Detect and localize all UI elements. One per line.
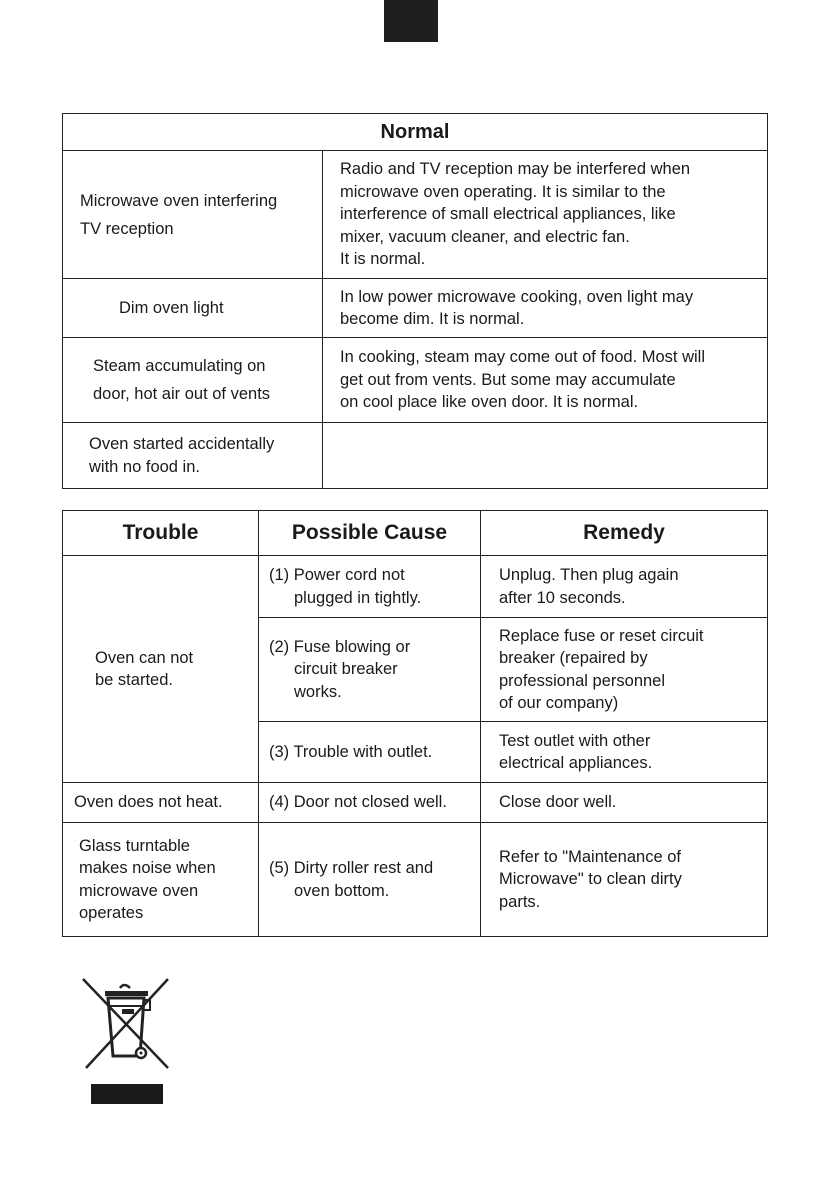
remedy-line: electrical appliances.: [499, 754, 653, 772]
trouble-cell: [63, 823, 259, 937]
table-row: [63, 556, 768, 618]
condition-cell: [63, 338, 323, 423]
cause-cell: [259, 556, 481, 618]
remedy-line: Refer to "Maintenance of: [499, 847, 681, 866]
table-row: [63, 783, 768, 823]
description-line: become dim. It is normal.: [340, 310, 525, 328]
table-row: [63, 151, 768, 279]
remedy-cell: [481, 783, 768, 823]
condition-line: Steam accumulating on: [93, 357, 266, 375]
description-line: interference of small electrical appliances, like: [340, 205, 676, 224]
remedy-line: breaker (repaired by: [499, 649, 648, 667]
description-line: get out from vents. But some may accumulate: [340, 370, 676, 389]
remedy-line: Microwave" to clean dirty: [499, 870, 682, 889]
description-line: In low power microwave cooking, oven light may: [340, 287, 694, 306]
description-line: microwave oven operating. It is similar to the: [340, 182, 666, 201]
table-row: [63, 423, 768, 489]
remedy-line: of our company): [499, 694, 619, 712]
condition-line: with no food in.: [89, 457, 200, 476]
remedy-line: after 10 seconds.: [499, 588, 626, 607]
cause-line: works.: [294, 682, 342, 701]
header-trouble: Trouble: [63, 511, 259, 556]
remedy-line: Test outlet with other: [499, 731, 651, 750]
cause-line: circuit breaker: [294, 660, 398, 679]
condition-cell: [63, 151, 323, 279]
description-cell: [323, 279, 768, 338]
condition-line: door, hot air out of vents: [93, 385, 271, 403]
remedy-line: Close door well.: [499, 793, 617, 812]
remedy-cell: [481, 556, 768, 618]
cause-line: (5) Dirty roller rest and: [269, 859, 434, 877]
remedy-line: Replace fuse or reset circuit: [499, 626, 704, 645]
remedy-line: Unplug. Then plug again: [499, 566, 679, 584]
cause-cell: [259, 722, 481, 783]
header-possible-cause: Possible Cause: [259, 511, 481, 556]
remedy-line: professional personnel: [499, 671, 666, 690]
trouble-line: Glass turntable: [79, 836, 190, 855]
cause-line: plugged in tightly.: [294, 588, 422, 607]
trouble-line: microwave oven: [79, 881, 199, 900]
trouble-cell: [63, 783, 259, 823]
crossed-out-wheelie-bin-icon: [80, 976, 172, 1106]
description-cell: [323, 151, 768, 279]
trouble-line: be started.: [95, 671, 173, 689]
normal-table: [62, 113, 768, 489]
trouble-line: makes noise when: [79, 859, 216, 877]
remedy-cell: [481, 722, 768, 783]
remedy-line: parts.: [499, 892, 541, 911]
condition-line: Dim oven light: [119, 299, 224, 317]
trouble-table: [62, 510, 768, 937]
cause-line: (3) Trouble with outlet.: [269, 742, 433, 761]
table-row: [63, 823, 768, 937]
trouble-cell: [63, 556, 259, 783]
description-line: on cool place like oven door. It is normal.: [340, 393, 639, 412]
description-cell: [323, 423, 768, 489]
trouble-line: operates: [79, 904, 144, 922]
cause-cell: [259, 783, 481, 823]
normal-title: Normal: [63, 114, 768, 151]
page-tab-marker: [384, 0, 438, 42]
table-row: [63, 279, 768, 338]
cause-line: oven bottom.: [294, 881, 390, 900]
table-row: [63, 338, 768, 423]
header-remedy: Remedy: [481, 511, 768, 556]
condition-cell: [63, 423, 323, 489]
cause-cell: [259, 618, 481, 722]
condition-line: Microwave oven interfering: [80, 191, 278, 210]
trouble-line: Oven does not heat.: [74, 793, 223, 812]
trouble-line: Oven can not: [95, 648, 194, 667]
cause-line: (1) Power cord not: [269, 566, 405, 584]
description-line: In cooking, steam may come out of food. Most will: [340, 348, 705, 367]
remedy-cell: [481, 618, 768, 722]
description-line: Radio and TV reception may be interfered when: [340, 160, 691, 179]
condition-line: Oven started accidentally: [89, 435, 275, 453]
condition-line: TV reception: [80, 219, 174, 238]
description-line: mixer, vacuum cleaner, and electric fan.: [340, 227, 630, 246]
cause-cell: [259, 823, 481, 937]
condition-cell: [63, 279, 323, 338]
description-cell: [323, 338, 768, 423]
cause-line: (2) Fuse blowing or: [269, 637, 411, 656]
remedy-cell: [481, 823, 768, 937]
description-line: It is normal.: [340, 250, 426, 269]
cause-line: (4) Door not closed well.: [269, 793, 447, 812]
